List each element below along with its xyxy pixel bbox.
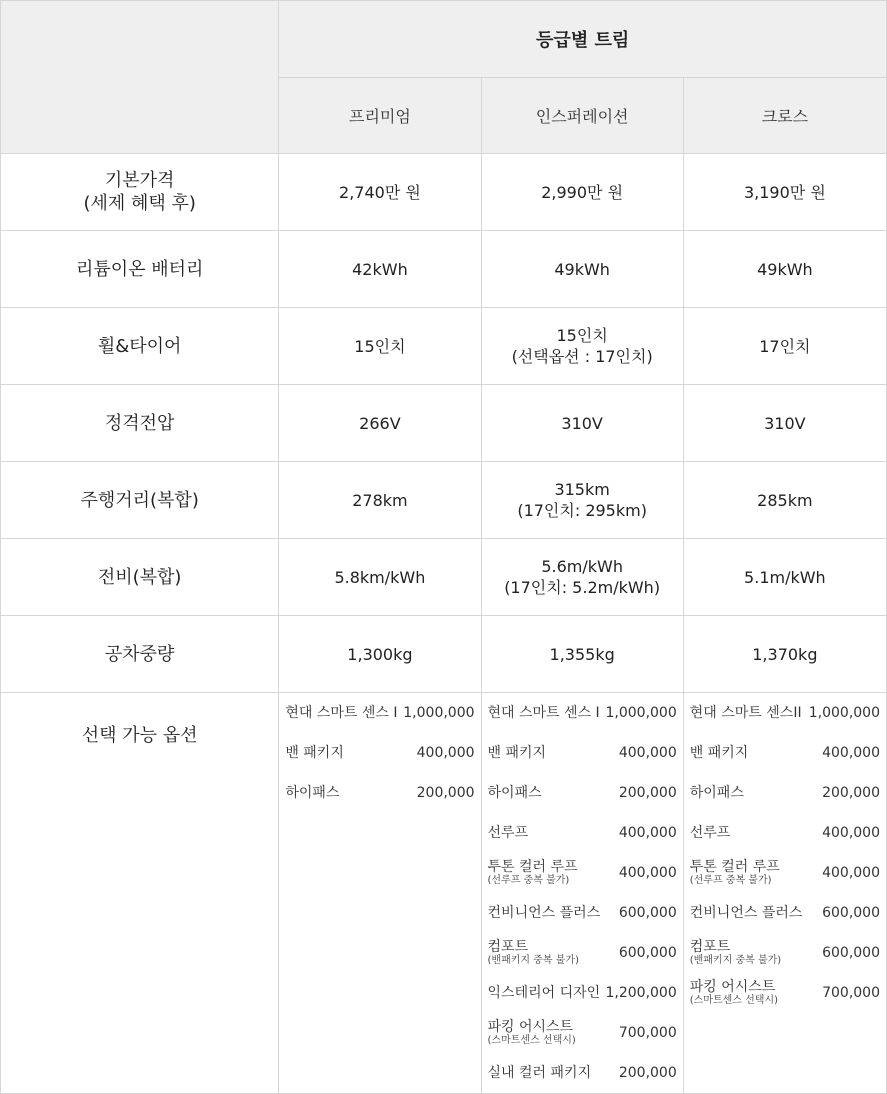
option-price: 400,000 <box>618 825 677 841</box>
option-item <box>684 973 886 1013</box>
spec-value <box>683 308 886 385</box>
spec-rows <box>1 154 887 1094</box>
option-price: 600,000 <box>822 945 880 961</box>
option-name-group <box>488 1066 592 1081</box>
option-name-group <box>488 826 529 841</box>
spec-value <box>683 616 886 693</box>
spec-value <box>279 616 481 693</box>
option-price: 600,000 <box>618 905 677 921</box>
option-name: 투톤 컬러 루프 <box>487 859 578 875</box>
option-item <box>684 693 886 733</box>
option-name-group <box>285 746 344 761</box>
option-name-group <box>488 746 547 761</box>
option-name: 컴포트 <box>487 939 529 955</box>
option-name: 밴 패키지 <box>487 744 547 761</box>
spec-row-options <box>1 693 887 1094</box>
option-note: (선루프 중복 불가) <box>689 875 772 886</box>
row-label <box>1 231 279 308</box>
option-name: 투톤 컬러 루프 <box>689 859 780 875</box>
option-item <box>279 733 480 773</box>
option-name-group <box>690 860 780 886</box>
option-price: 400,000 <box>822 865 880 881</box>
spec-value <box>481 539 683 616</box>
spec-value <box>279 385 481 462</box>
option-name: 밴 패키지 <box>689 744 749 761</box>
spec-value-line: 2,990만 원 <box>541 182 624 202</box>
option-item <box>684 893 886 933</box>
option-name-group <box>690 786 744 801</box>
option-name: 컨비니언스 플러스 <box>689 904 803 921</box>
corner-cell <box>1 1 279 154</box>
option-item <box>482 973 683 1013</box>
trim-header-cross: 크로스 <box>683 78 886 154</box>
row-label <box>1 385 279 462</box>
option-item <box>684 813 886 853</box>
spec-value-line: (17인치: 5.2m/kWh) <box>504 578 661 597</box>
option-item <box>482 1053 683 1093</box>
option-name-group <box>690 746 749 761</box>
option-name: 현대 스마트 센스 I <box>487 704 600 721</box>
option-item <box>482 853 683 893</box>
option-price: 1,000,000 <box>403 705 475 721</box>
option-name: 현대 스마트 센스II <box>689 704 802 721</box>
row-label <box>1 154 279 231</box>
spec-value <box>279 539 481 616</box>
option-name-group <box>488 706 600 721</box>
option-item <box>279 773 480 813</box>
option-item <box>482 893 683 933</box>
row-label-line: (세제 혜택 후) <box>83 193 196 214</box>
option-item <box>482 813 683 853</box>
spec-value-line: 17인치 <box>759 336 811 356</box>
option-name-group <box>488 940 579 966</box>
spec-value-line: 5.8km/kWh <box>334 567 426 587</box>
option-name: 선루프 <box>487 824 529 841</box>
option-name-group <box>488 786 542 801</box>
spec-value <box>481 308 683 385</box>
option-name-group <box>285 786 339 801</box>
option-name: 컴포트 <box>689 939 731 955</box>
spec-value-line: 15인치 <box>354 336 406 356</box>
spec-row-rated-voltage <box>1 385 887 462</box>
spec-value-line: 15인치 <box>556 326 608 345</box>
trim-header-premium: 프리미엄 <box>279 78 481 154</box>
spec-value <box>279 308 481 385</box>
option-item <box>482 1013 683 1053</box>
spec-value <box>683 539 886 616</box>
spec-value-line: 266V <box>359 413 401 433</box>
spec-value-line: 278km <box>352 490 408 510</box>
spec-value-line: (17인치: 295km) <box>517 501 647 520</box>
option-name: 익스테리어 디자인 <box>487 984 601 1001</box>
option-item <box>279 693 480 733</box>
option-price: 700,000 <box>618 1025 677 1041</box>
option-item <box>684 853 886 893</box>
option-price: 400,000 <box>822 825 880 841</box>
option-price: 400,000 <box>618 745 677 761</box>
row-label-line: 기본가격 <box>104 170 175 191</box>
spec-row-wheel-tire <box>1 308 887 385</box>
trim-header-inspiration: 인스퍼레이션 <box>481 78 683 154</box>
option-note: (밴패키지 중복 불가) <box>487 955 579 966</box>
spec-value <box>481 385 683 462</box>
spec-row-curb-weight <box>1 616 887 693</box>
grade-title: 등급별 트림 <box>279 1 887 78</box>
spec-value-line: 285km <box>757 490 813 510</box>
option-price: 400,000 <box>618 865 677 881</box>
option-name: 컨비니언스 플러스 <box>487 904 601 921</box>
option-note: (스마트센스 선택시) <box>689 995 779 1006</box>
option-price: 200,000 <box>416 785 475 801</box>
option-item <box>684 933 886 973</box>
spec-value <box>279 231 481 308</box>
option-name-group <box>690 906 803 921</box>
spec-value <box>481 462 683 539</box>
spec-value-line: 49kWh <box>757 259 813 279</box>
spec-value <box>683 462 886 539</box>
option-price: 200,000 <box>618 785 677 801</box>
option-item <box>482 773 683 813</box>
option-name: 하이패스 <box>285 784 340 801</box>
spec-row-driving-range <box>1 462 887 539</box>
option-name-group <box>690 980 778 1006</box>
spec-value-line: 5.1m/kWh <box>744 567 826 587</box>
option-note: (밴패키지 중복 불가) <box>689 955 782 966</box>
option-name-group <box>690 940 781 966</box>
spec-row-battery <box>1 231 887 308</box>
spec-value <box>683 231 886 308</box>
spec-value <box>279 462 481 539</box>
spec-value-line: (선택옵션 : 17인치) <box>511 347 653 366</box>
option-price: 200,000 <box>822 785 880 801</box>
row-label-line: 정격전압 <box>104 412 175 434</box>
spec-value-line: 3,190만 원 <box>743 182 826 202</box>
option-item <box>684 773 886 813</box>
options-list <box>683 693 886 1094</box>
option-name-group <box>690 826 731 841</box>
option-note: (스마트센스 선택시) <box>487 1035 576 1046</box>
option-note: (선루프 중복 불가) <box>487 875 570 886</box>
option-name-group <box>285 706 397 721</box>
option-name: 하이패스 <box>487 784 542 801</box>
spec-value <box>279 154 481 231</box>
row-label <box>1 539 279 616</box>
row-label-line: 주행거리(복합) <box>80 489 199 511</box>
row-label-line: 리튬이온 배터리 <box>75 258 204 280</box>
spec-value-line: 1,355kg <box>549 644 615 664</box>
option-name-group <box>488 860 578 886</box>
option-name: 현대 스마트 센스 I <box>285 704 398 721</box>
option-name-group <box>690 706 802 721</box>
spec-row-efficiency <box>1 539 887 616</box>
option-price: 600,000 <box>618 945 677 961</box>
option-name-group <box>488 1020 576 1046</box>
spec-value <box>481 231 683 308</box>
spec-value-line: 2,740만 원 <box>339 182 421 202</box>
row-label-line: 공차중량 <box>104 643 175 665</box>
option-name: 실내 컬러 패키지 <box>487 1064 592 1081</box>
option-price: 700,000 <box>822 985 880 1001</box>
row-label-line: 휠&타이어 <box>97 335 182 357</box>
option-name: 파킹 어시스트 <box>689 979 776 995</box>
option-price: 1,000,000 <box>808 705 880 721</box>
spec-value-line: 1,370kg <box>752 644 818 664</box>
spec-value-line: 310V <box>561 413 603 433</box>
spec-value-line: 42kWh <box>352 259 408 279</box>
options-label: 선택 가능 옵션 <box>1 693 279 1094</box>
spec-value <box>683 154 886 231</box>
spec-value-line: 49kWh <box>554 259 610 279</box>
row-label <box>1 616 279 693</box>
spec-value-line: 1,300kg <box>347 644 413 664</box>
row-label <box>1 308 279 385</box>
option-name: 파킹 어시스트 <box>487 1019 574 1035</box>
option-price: 1,000,000 <box>605 705 677 721</box>
option-name-group <box>488 906 601 921</box>
options-list <box>279 693 481 1094</box>
spec-value <box>481 154 683 231</box>
spec-value <box>683 385 886 462</box>
spec-row-base-price <box>1 154 887 231</box>
option-price: 400,000 <box>416 745 475 761</box>
option-item <box>684 733 886 773</box>
options-list <box>481 693 683 1094</box>
option-item <box>482 933 683 973</box>
spec-value <box>481 616 683 693</box>
option-name: 하이패스 <box>689 784 744 801</box>
option-name: 밴 패키지 <box>285 744 344 761</box>
option-price: 200,000 <box>618 1065 677 1081</box>
option-price: 1,200,000 <box>605 985 677 1001</box>
spec-value-line: 310V <box>764 413 806 433</box>
spec-value-line: 315km <box>554 480 610 499</box>
option-item <box>482 693 683 733</box>
row-label <box>1 462 279 539</box>
option-price: 400,000 <box>822 745 880 761</box>
option-price: 600,000 <box>822 905 880 921</box>
option-item <box>482 733 683 773</box>
spec-value-line: 5.6m/kWh <box>541 557 623 576</box>
option-name: 선루프 <box>689 824 731 841</box>
row-label-line: 전비(복합) <box>97 566 182 588</box>
option-name-group <box>488 986 601 1001</box>
